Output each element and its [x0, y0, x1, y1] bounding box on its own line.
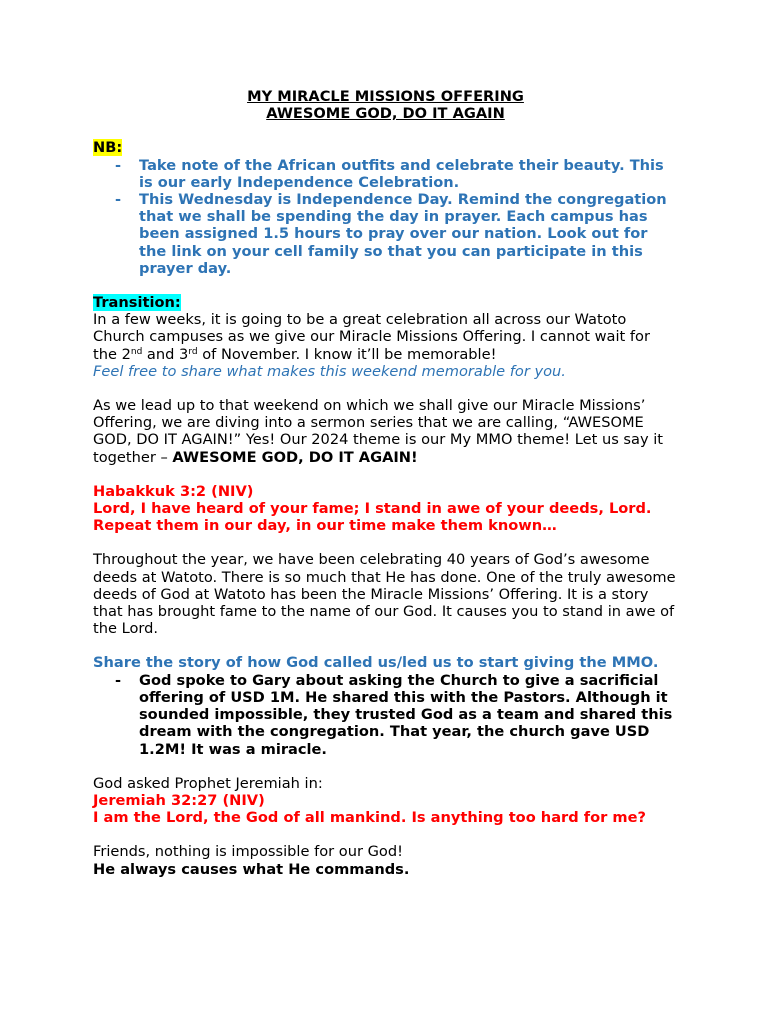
spacer	[93, 122, 678, 139]
transition-text-mid: and 3	[142, 345, 189, 363]
series-paragraph	[93, 397, 678, 466]
nb-heading	[93, 139, 678, 156]
dash-bullet: -	[115, 156, 122, 174]
dash-bullet: -	[115, 671, 122, 689]
story-list	[93, 672, 678, 758]
jeremiah-intro: God asked Prophet Jeremiah in:	[93, 774, 323, 792]
nb-item-text: This Wednesday is Independence Day. Remind the congregation that we shall be spending the day in prayer. Each campus has been assigned 1.5 hours to pray over our nation. Look out for the link on your cell family so that you can participate in this prayer day.	[139, 191, 667, 277]
spacer	[93, 380, 678, 397]
title-line-1: MY MIRACLE MISSIONS OFFERING	[247, 88, 524, 105]
document-body	[93, 88, 678, 878]
series-text: As we lead up to that weekend on which we shall give our Miracle Missions’ Offering, we are diving into a sermon series that we are calling, “AWESOME GOD, DO IT AGAIN!” Yes! Our 2024 theme is our My MMO theme! Let us say it together –	[93, 397, 664, 466]
spacer	[93, 277, 678, 294]
jeremiah-reference: Jeremiah 32:27 (NIV)	[93, 791, 265, 809]
nb-list	[93, 157, 678, 277]
transition-text-b: of November. I know it’ll be memorable!	[197, 345, 497, 363]
story-item-1	[93, 672, 678, 758]
transition-label: Transition:	[93, 294, 181, 312]
ordinal-suffix: nd	[130, 346, 143, 357]
title-line-2: AWESOME GOD, DO IT AGAIN	[266, 105, 505, 123]
closing-line-1: Friends, nothing is impossible for our God!	[93, 843, 403, 861]
transition-note: Feel free to share what makes this weekend memorable for you.	[93, 362, 566, 380]
spacer	[93, 534, 678, 551]
spacer	[93, 826, 678, 843]
celebration-paragraph: Throughout the year, we have been celebrating 40 years of God’s awesome deeds at Watoto. There is so much that He has done. One of the truly awesome deeds of God at Watoto has been the Miracle Missions’ Offering. It is a story that has brought fame to the name of our God. It causes you to stand in awe of the Lord.	[93, 551, 676, 638]
transition-text-a: In a few weeks, it is going to be a great celebration all across our Watoto Church campuses as we give our Miracle Missions Offering. I cannot wait for the 2	[93, 311, 650, 363]
spacer	[93, 466, 678, 483]
nb-label: NB:	[93, 139, 123, 157]
series-bold: AWESOME GOD, DO IT AGAIN!	[172, 448, 418, 466]
transition-paragraph	[93, 311, 678, 363]
habakkuk-reference: Habakkuk 3:2 (NIV)	[93, 482, 254, 500]
closing-line-2: He always causes what He commands.	[93, 860, 410, 878]
jeremiah-verse: I am the Lord, the God of all mankind. Is anything too hard for me?	[93, 809, 646, 827]
ordinal-suffix: rd	[188, 346, 198, 357]
story-prompt: Share the story of how God called us/led us to start giving the MMO.	[93, 654, 659, 672]
spacer	[93, 637, 678, 654]
story-item-text: God spoke to Gary about asking the Church to give a sacrificial offering of USD 1M. He shared this with the Pastors. Although it sounded impossible, they trusted God as a team and shared this dream with the congregation. That year, the church gave USD 1.2M! It was a miracle.	[139, 671, 673, 758]
spacer	[93, 758, 678, 775]
nb-item-2	[93, 191, 678, 277]
habakkuk-verse: Lord, I have heard of your fame; I stand in awe of your deeds, Lord. Repeat them in our day, in our time make them known…	[93, 500, 652, 535]
dash-bullet: -	[115, 191, 122, 209]
nb-item-1	[93, 157, 678, 191]
transition-heading	[93, 294, 678, 311]
nb-item-text: Take note of the African outfits and celebrate their beauty. This is our early Independence Celebration.	[139, 156, 664, 191]
